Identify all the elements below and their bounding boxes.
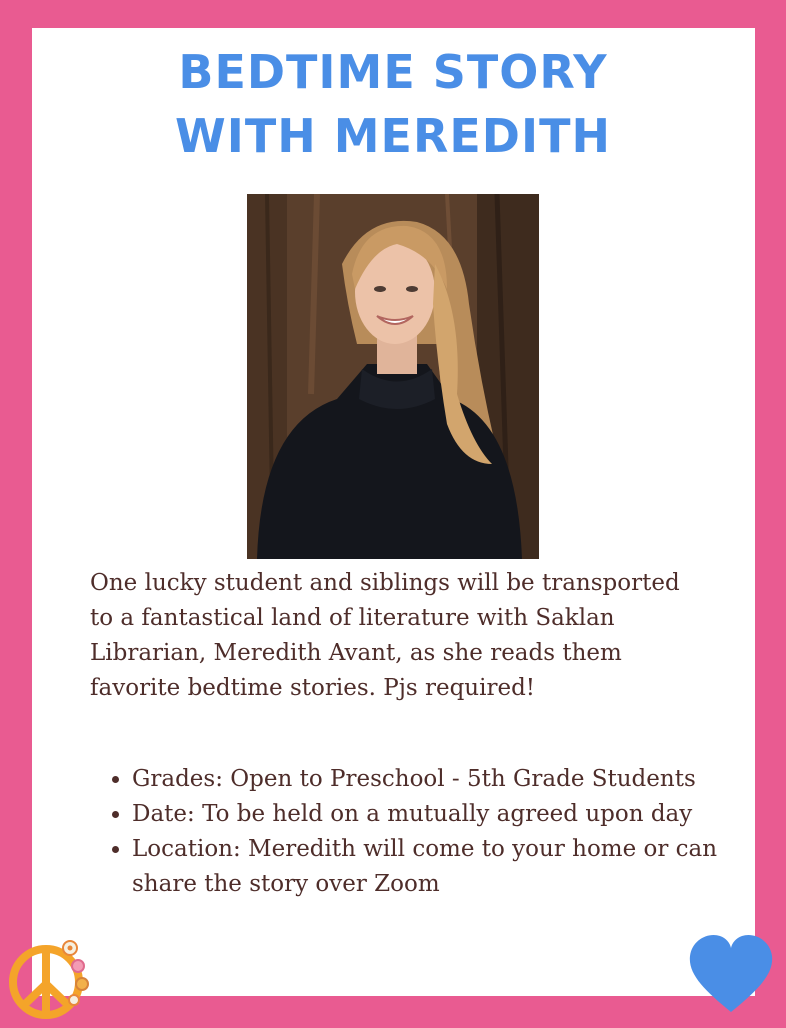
peace-sign-icon <box>4 934 96 1024</box>
portrait-photo <box>247 194 539 559</box>
event-description: One lucky student and siblings will be transported to a fantastical land of literature with Saklan Librarian, Meredith Avant, as she reads them favorite bedtime stories. Pjs required! <box>90 570 680 701</box>
event-details-list <box>90 762 772 902</box>
heart-icon <box>686 928 776 1018</box>
detail-date: • Date: To be held on a mutually agreed upon day <box>132 797 772 832</box>
detail-location: • Location: Meredith will come to your home or can share the story over Zoom <box>132 832 772 902</box>
title-line-2: WITH MEREDITH <box>175 109 611 163</box>
flyer-title <box>0 40 786 168</box>
detail-grades: • Grades: Open to Preschool - 5th Grade Students <box>132 762 772 797</box>
title-line-1: BEDTIME STORY <box>178 45 608 99</box>
